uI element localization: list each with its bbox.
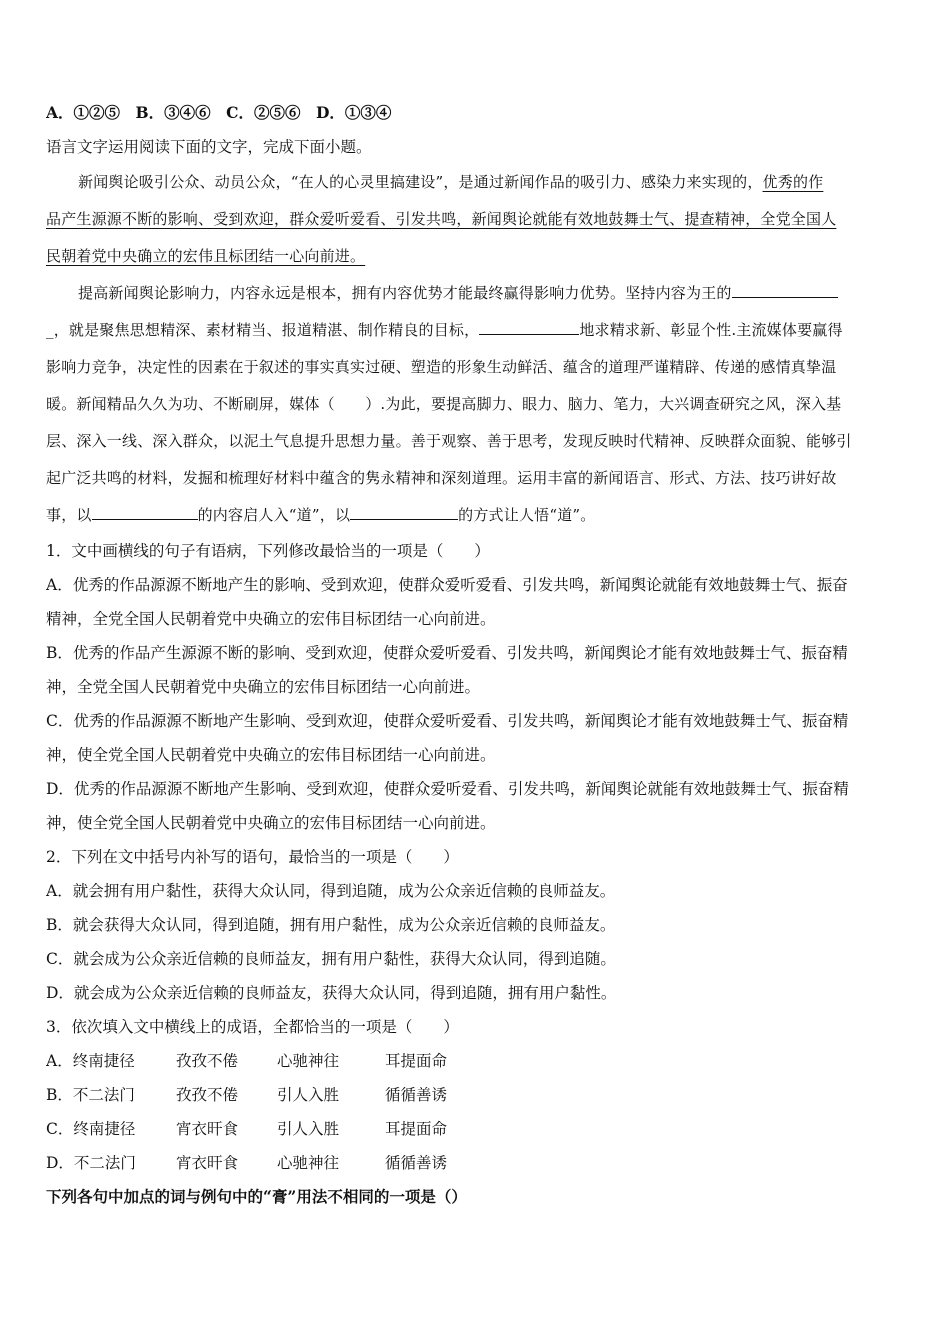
passage-text: 新闻舆论吸引公众、动员公众，“在人的心灵里搞建设”，是通过新闻作品的吸引力、感染力来实现的， — [78, 173, 763, 191]
fill-blank-4[interactable] — [350, 499, 458, 520]
question-1-option-d[interactable]: D．优秀的作品源源不断地产生影响、受到欢迎，使群众爱听爱看、引发共鸣，新闻舆论就能有效地鼓舞士气、振奋精 — [46, 780, 849, 798]
passage-text: 暖。新闻精品久久为功、不断刷屏，媒体（ ）.为此，要提高脚力、眼力、脑力、笔力，大兴调查研究之风，深入基 — [46, 395, 842, 413]
underlined-sentence: 优秀的作 — [762, 173, 824, 191]
question-1-option-b-cont: 神，全党全国人民朝着党中央确立的宏伟目标团结一心向前进。 — [46, 678, 481, 696]
idiom: 孜孜不倦 — [176, 1052, 239, 1070]
passage-text: _，就是聚焦思想精深、素材精当、报道精湛、制作精良的目标， — [46, 321, 480, 339]
question-2 — [46, 840, 906, 1010]
underlined-sentence: 品产生源源不断的影响、受到欢迎，群众爱听爱看、引发共鸣，新闻舆论就能有效地鼓舞士气、提查精神，全党全国人 — [46, 210, 837, 228]
fill-blank-2[interactable] — [479, 314, 579, 335]
idiom: B．不二法门 — [46, 1086, 135, 1104]
question-1-option-a-cont: 精神，全党全国人民朝着党中央确立的宏伟目标团结一心向前进。 — [46, 610, 496, 628]
passage-text: 起广泛共鸣的材料，发掘和梳理好材料中蕴含的隽永精神和深刻道理。运用丰富的新闻语言、形式、方法、技巧讲好故 — [46, 469, 837, 487]
question-3-option-a[interactable] — [46, 1044, 906, 1078]
underlined-sentence: 民朝着党中央确立的宏伟且标团结一心向前进。 — [46, 247, 366, 265]
question-2-option-d[interactable]: D．就会成为公众亲近信赖的良师益友，获得大众认同，得到追随，拥有用户黏性。 — [46, 984, 617, 1002]
question-1 — [46, 534, 906, 840]
section-intro: 语言文字运用阅读下面的文字，完成下面小题。 — [46, 138, 372, 156]
fill-blank-1[interactable] — [732, 277, 838, 298]
question-2-option-c[interactable]: C．就会成为公众亲近信赖的良师益友，拥有用户黏性，获得大众认同，得到追随。 — [46, 950, 616, 968]
idiom: 宵衣旰食 — [176, 1154, 239, 1172]
idiom: 心驰神往 — [277, 1154, 340, 1172]
idiom: 耳提面命 — [385, 1120, 448, 1138]
question-3-option-b[interactable] — [46, 1078, 906, 1112]
idiom: 引人入胜 — [277, 1120, 340, 1138]
previous-answer-options: A．①②⑤ B．③④⑥ C．②⑤⑥ D．①③④ — [46, 103, 392, 122]
question-1-option-a[interactable]: A．优秀的作品源源不断地产生的影响、受到欢迎，使群众爱听爱看、引发共鸣，新闻舆论就能有效地鼓舞士气、振奋 — [46, 576, 848, 594]
idiom: 引人入胜 — [277, 1086, 340, 1104]
question-2-stem: 2．下列在文中括号内补写的语句，最恰当的一项是（ ） — [46, 848, 459, 866]
reading-passage — [46, 164, 906, 534]
passage-text: 提高新闻舆论影响力，内容永远是根本，拥有内容优势才能最终赢得影响力优势。坚持内容为王的 — [78, 284, 732, 302]
idiom: D．不二法门 — [46, 1154, 136, 1172]
document-page — [46, 96, 906, 1214]
question-1-option-b[interactable]: B．优秀的作品产生源源不断的影响、受到欢迎，使群众爱听爱看、引发共鸣，新闻舆论才能有效地鼓舞士气、振奋精 — [46, 644, 848, 662]
next-question-stem: 下列各句中加点的词与例句中的“膏”用法不相同的一项是（） — [46, 1187, 467, 1206]
question-1-option-c[interactable]: C．优秀的作品源源不断地产生影响、受到欢迎，使群众爱听爱看、引发共鸣，新闻舆论才能有效地鼓舞士气、振奋精 — [46, 712, 849, 730]
passage-text: 的方式让人悟“道”。 — [458, 506, 596, 524]
passage-text: 事，以 — [46, 506, 92, 524]
passage-p2-line1 — [46, 275, 906, 312]
idiom: A．终南捷径 — [46, 1052, 135, 1070]
question-3 — [46, 1010, 906, 1180]
question-2-option-a[interactable]: A．就会拥有用户黏性，获得大众认同，得到追随，成为公众亲近信赖的良师益友。 — [46, 882, 616, 900]
question-1-stem: 1．文中画横线的句子有语病，下列修改最恰当的一项是（ ） — [46, 542, 490, 560]
question-1-option-c-cont: 神，使全党全国人民朝着党中央确立的宏伟目标团结一心向前进。 — [46, 746, 496, 764]
idiom: 孜孜不倦 — [176, 1086, 239, 1104]
fill-blank-3[interactable] — [92, 499, 198, 520]
idiom: 循循善诱 — [385, 1154, 448, 1172]
question-3-option-d[interactable] — [46, 1146, 906, 1180]
idiom: 心驰神往 — [277, 1052, 340, 1070]
passage-text: 的内容启人入“道”，以 — [197, 506, 351, 524]
idiom: 宵衣旰食 — [176, 1120, 239, 1138]
passage-text: 层、深入一线、深入群众，以泥土气息提升思想力量。善于观察、善于思考，发现反映时代精神、反映群众面貌、能够引 — [46, 432, 852, 450]
passage-text: 影响力竞争，决定性的因素在于叙述的事实真实过硬、塑造的形象生动鲜活、蕴含的道理严谨精辟、传递的感情真挚温 — [46, 358, 837, 376]
idiom: 循循善诱 — [385, 1086, 448, 1104]
passage-text: 地求精求新、彰显个性.主流媒体要赢得 — [579, 321, 843, 339]
idiom: 耳提面命 — [385, 1052, 448, 1070]
idiom: C．终南捷径 — [46, 1120, 136, 1138]
question-3-option-c[interactable] — [46, 1112, 906, 1146]
question-2-option-b[interactable]: B．就会获得大众认同，得到追随，拥有用户黏性，成为公众亲近信赖的良师益友。 — [46, 916, 616, 934]
question-3-stem: 3．依次填入文中横线上的成语，全都恰当的一项是（ ） — [46, 1018, 459, 1036]
passage-p1-line1 — [46, 164, 906, 201]
question-1-option-d-cont: 神，使全党全国人民朝着党中央确立的宏伟目标团结一心向前进。 — [46, 814, 496, 832]
